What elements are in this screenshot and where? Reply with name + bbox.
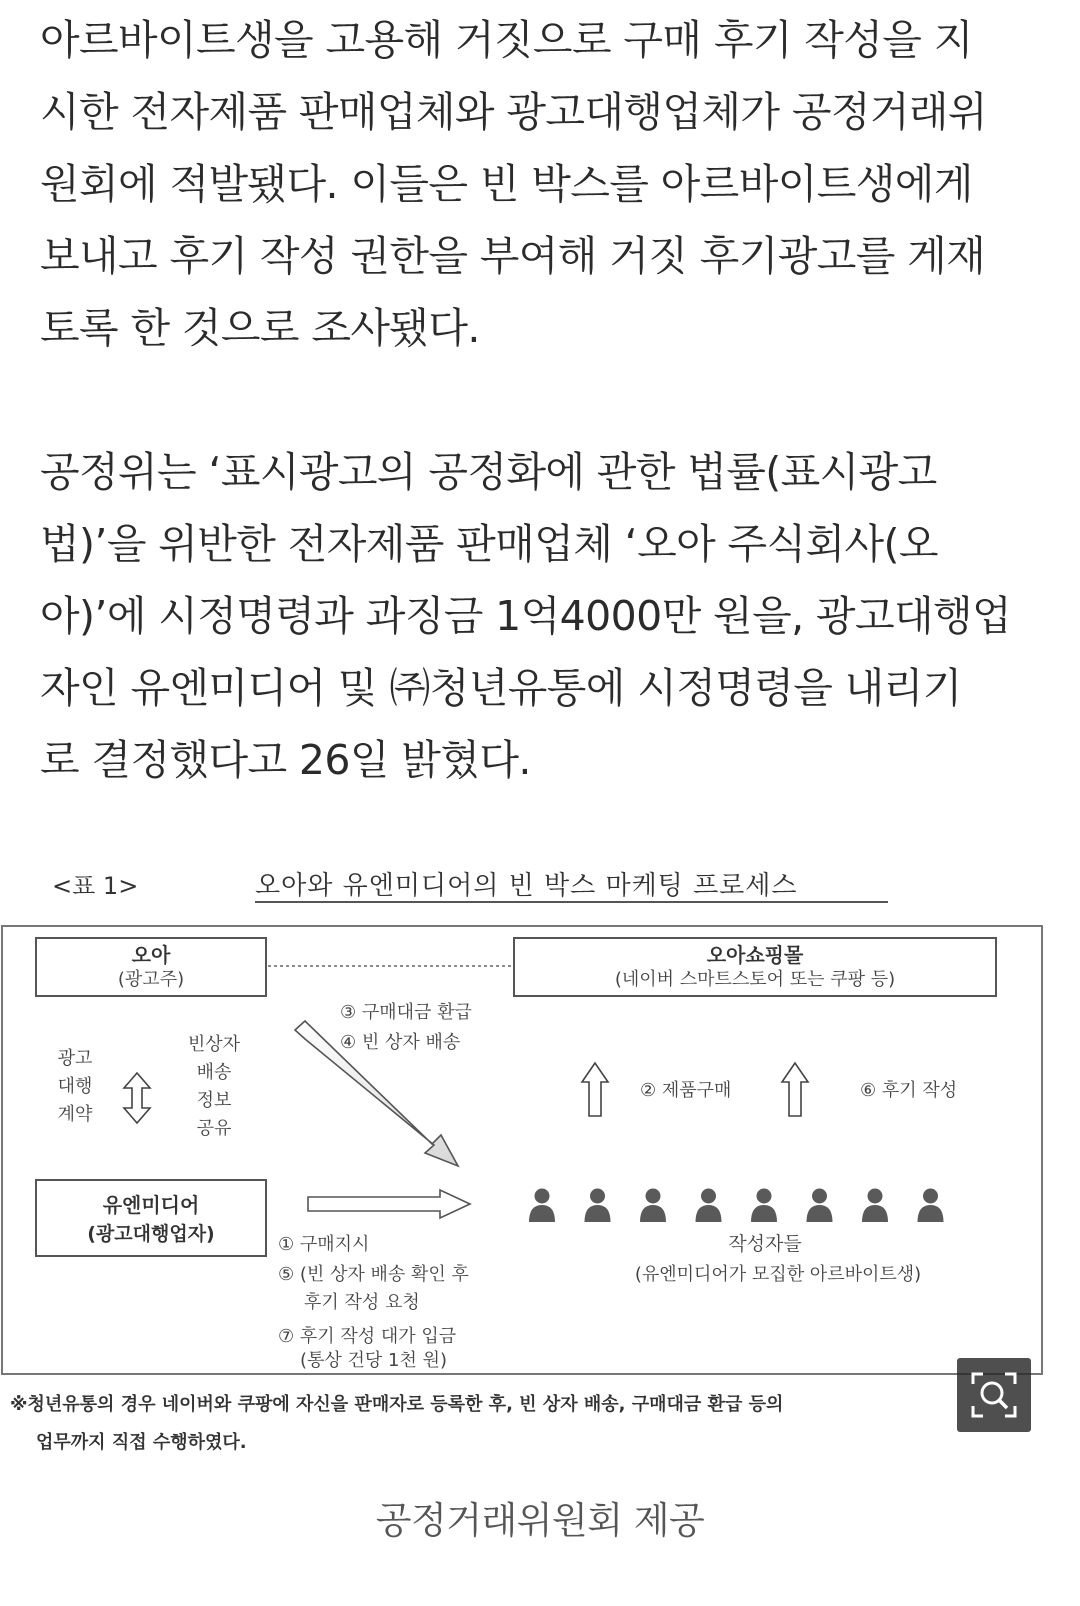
contract-label: 계약 (57, 1104, 93, 1125)
paragraph-line: 토록 한 것으로 조사됐다. (40, 304, 480, 352)
person-icon (585, 1189, 611, 1223)
image-caption: 공정거래위원회 제공 (375, 1499, 705, 1542)
paragraph-line: 원회에 적발됐다. 이들은 빈 박스를 아르바이트생에게 (40, 160, 973, 208)
oa-role: (광고주) (117, 969, 185, 990)
step-7: ⑦ 후기 작성 대가 입금 (278, 1326, 457, 1347)
share-label: 배송 (196, 1062, 232, 1083)
process-diagram (0, 858, 1080, 1470)
step-5: ⑤ (빈 상자 배송 확인 후 (278, 1264, 469, 1285)
up-arrow-icon (782, 1063, 808, 1116)
diagram-title: 오아와 유엔미디어의 빈 박스 마케팅 프로세스 (255, 871, 798, 901)
oa-name: 오아 (131, 943, 171, 967)
step-4: ④ 빈 상자 배송 (340, 1032, 461, 1053)
double-arrow-icon (124, 1073, 150, 1123)
paragraph-line: 공정위는 ‘표시광고의 공정화에 관한 법률(표시광고 (40, 448, 937, 496)
paragraph-2 (40, 436, 1011, 796)
magnify-zoom-icon (957, 1358, 1031, 1432)
paragraph-1 (40, 4, 987, 364)
unmedia-role: (광고대행업자) (87, 1223, 215, 1245)
share-label: 공유 (196, 1118, 232, 1139)
paragraph-line: 시한 전자제품 판매업체와 광고대행업체가 공정거래위 (40, 88, 987, 136)
paragraph-line: 자인 유엔미디어 및 ㈜청년유통에 시정명령을 내리기 (40, 664, 962, 712)
footnote-line: ※청년유통의 경우 네이버와 쿠팡에 자신을 판매자로 등록한 후, 빈 상자 배송, 구매대금 환급 등의 (10, 1394, 784, 1415)
right-arrow-icon (308, 1190, 470, 1218)
person-icon (696, 1189, 722, 1223)
process-diagram-figure[interactable] (0, 858, 1080, 1470)
contract-label: 광고 (57, 1048, 93, 1069)
step-5-detail: 후기 작성 요청 (304, 1292, 420, 1313)
table-label: <표 1> (52, 872, 139, 900)
step-7-detail: (통상 건당 1천 원) (300, 1350, 447, 1371)
step-2: ② 제품구매 (640, 1080, 732, 1101)
step-1: ① 구매지시 (278, 1234, 370, 1255)
person-icon (918, 1189, 944, 1223)
person-icon (862, 1189, 888, 1223)
step-3: ③ 구매대금 환급 (340, 1002, 472, 1023)
unmedia-name: 유엔미디어 (102, 1193, 200, 1217)
share-label: 정보 (196, 1090, 232, 1111)
paragraph-line: 아르바이트생을 고용해 거짓으로 구매 후기 작성을 지 (40, 16, 973, 64)
zoom-button[interactable] (957, 1358, 1031, 1432)
paragraph-line: 법)’을 위반한 전자제품 판매업체 ‘오아 주식회사(오 (40, 520, 938, 568)
footnote-line: 업무까지 직접 수행하였다. (36, 1432, 247, 1453)
contract-label: 대행 (57, 1076, 93, 1097)
mall-sub: (네이버 스마트스토어 또는 쿠팡 등) (614, 969, 896, 990)
writers-sub: (유엔미디어가 모집한 아르바이트생) (634, 1264, 922, 1285)
paragraph-line: 아)’에 시정명령과 과징금 1억4000만 원을, 광고대행업 (40, 592, 1011, 640)
up-arrow-icon (582, 1063, 608, 1116)
writers-group (529, 1189, 944, 1223)
share-label: 빈상자 (187, 1034, 241, 1055)
paragraph-line: 보내고 후기 작성 권한을 부여해 거짓 후기광고를 게재 (40, 232, 986, 280)
person-icon (529, 1189, 555, 1223)
writers-label: 작성자들 (728, 1233, 802, 1255)
mall-name: 오아쇼핑몰 (706, 943, 804, 967)
person-icon (751, 1189, 777, 1223)
paragraph-line: 로 결정했다고 26일 밝혔다. (40, 736, 531, 784)
person-icon (807, 1189, 833, 1223)
step-6: ⑥ 후기 작성 (860, 1080, 958, 1101)
person-icon (640, 1189, 666, 1223)
